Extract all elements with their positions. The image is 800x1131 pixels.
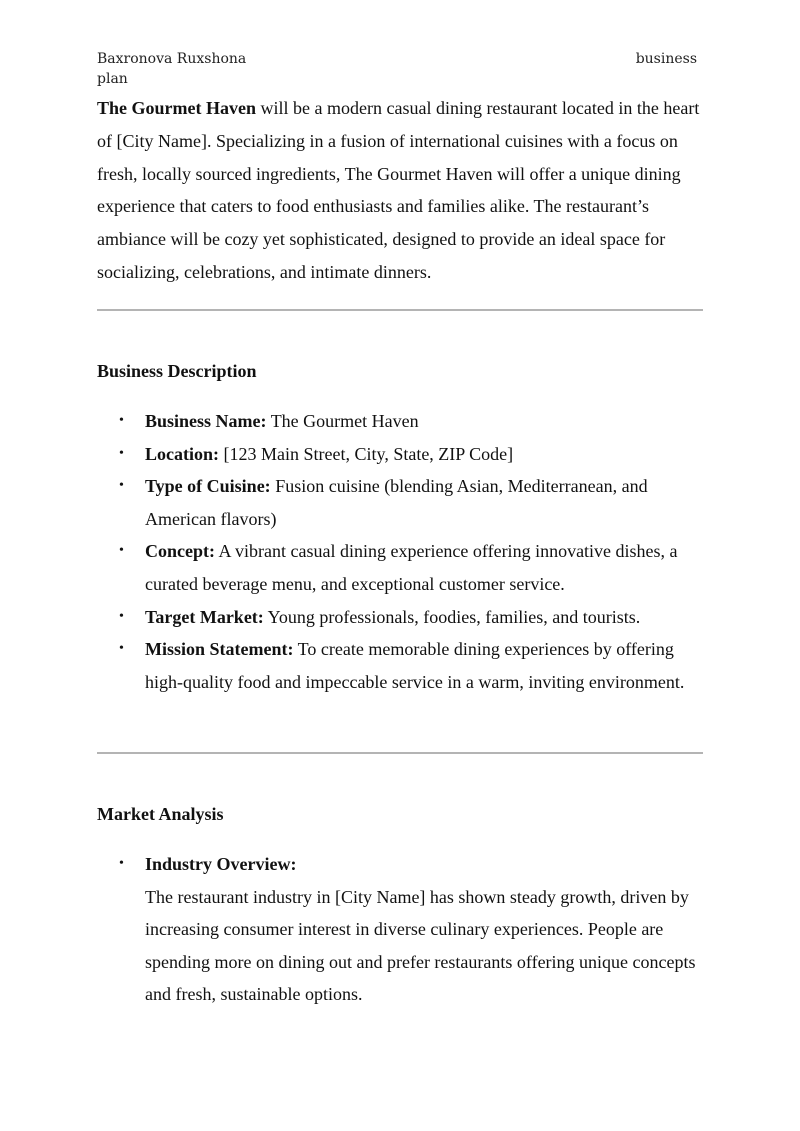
header-title: business	[635, 51, 697, 67]
bullet-icon: •	[119, 641, 124, 657]
item-label: Concept:	[145, 541, 215, 562]
item-text: Fusion cuisine (blending Asian, Mediterranean, and American flavors)	[145, 476, 648, 529]
list-item	[97, 848, 703, 1011]
bullet-icon: •	[119, 478, 124, 494]
item-text: The restaurant industry in [City Name] has shown steady growth, driven by increasing consumer interest in diverse culinary experiences. People are spending more on dining out and prefer restaurants offering unique concepts and fresh, sustainable options.	[145, 886, 696, 1005]
list-item	[97, 470, 703, 535]
bullet-icon: •	[119, 543, 124, 559]
list-item	[97, 633, 703, 698]
item-label: Location:	[145, 443, 219, 464]
bullet-icon: •	[119, 445, 124, 461]
business-description-list	[97, 405, 703, 698]
list-item	[97, 601, 703, 634]
intro-bold: The Gourmet Haven	[97, 98, 256, 118]
list-item	[97, 535, 703, 600]
item-label: Industry Overview:	[145, 854, 297, 874]
horizontal-rule	[97, 309, 703, 311]
list-item	[97, 438, 703, 471]
header-title-wrap: plan	[97, 71, 128, 87]
list-item	[97, 405, 703, 438]
bullet-icon: •	[119, 413, 124, 428]
market-analysis-list	[97, 848, 703, 1011]
item-text: Young professionals, foodies, families, and tourists.	[263, 606, 641, 627]
item-text: To create memorable dining experiences by offering high-quality food and impeccable service in a warm, inviting environment.	[145, 639, 685, 692]
item-text: A vibrant casual dining experience offering innovative dishes, a curated beverage menu, and exceptional customer service.	[145, 541, 678, 594]
section-title-business-description: Business Description	[97, 361, 257, 381]
intro-paragraph	[97, 92, 703, 289]
item-label: Target Market:	[145, 606, 264, 627]
section-title-market-analysis: Market Analysis	[97, 804, 224, 824]
item-label: Mission Statement:	[145, 639, 294, 660]
item-text: The Gourmet Haven	[266, 411, 419, 431]
bullet-icon: •	[119, 856, 124, 871]
item-label: Type of Cuisine:	[145, 476, 271, 497]
header-author: Baxronova Ruxshona	[97, 51, 247, 67]
item-text: [123 Main Street, City, State, ZIP Code]	[219, 443, 514, 464]
horizontal-rule	[97, 752, 703, 754]
item-label: Business Name:	[145, 411, 267, 431]
intro-text: will be a modern casual dining restaurant located in the heart of [City Name]. Specializing in a fusion of international cuisines with a focus on fresh, locally sourced ingredients, The Gourmet Haven will offer a unique dining experience that caters to food enthusiasts and families alike. The restaurant’s ambiance will be cozy yet sophisticated, designed to provide an ideal space for socializing, celebrations, and intimate dinners.	[97, 98, 700, 282]
bullet-icon: •	[119, 608, 124, 624]
